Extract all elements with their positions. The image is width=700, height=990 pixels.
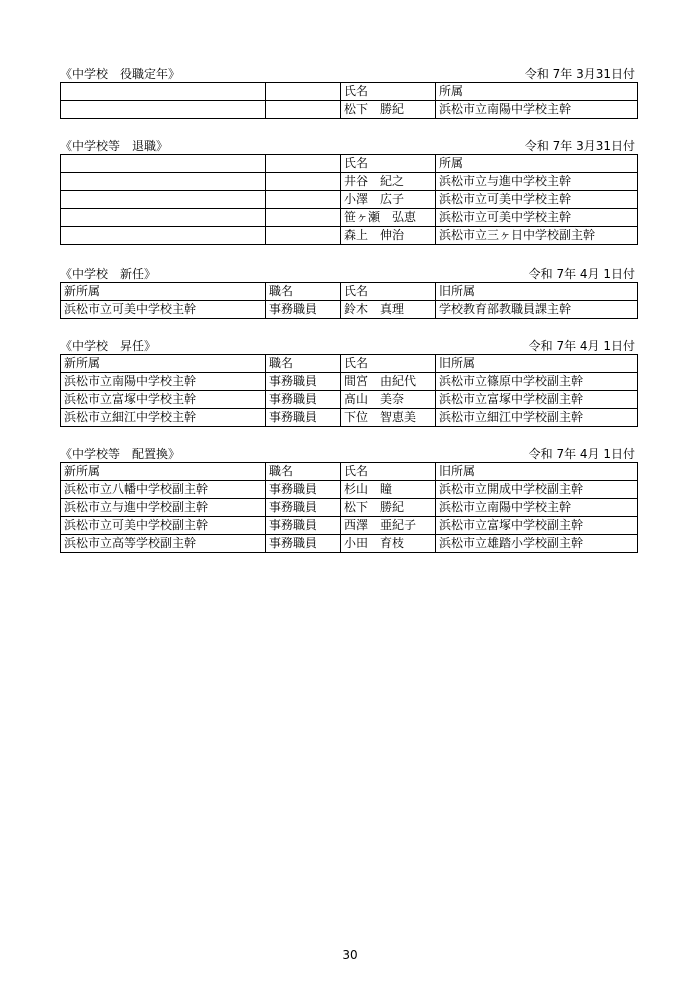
table-cell: 浜松市立南陽中学校主幹 xyxy=(436,499,638,517)
section-title: 《中学校等 退職》 xyxy=(60,139,169,153)
table-row xyxy=(61,373,638,391)
section-date: 令和 7年 4月 1日付 xyxy=(528,447,635,461)
table-cell: 杉山 瞳 xyxy=(341,481,436,499)
table-cell: 職名 xyxy=(266,355,341,373)
table-cell: 浜松市立南陽中学校主幹 xyxy=(61,373,266,391)
section-date: 令和 7年 3月31日付 xyxy=(524,139,635,153)
table-cell: 浜松市立篠原中学校副主幹 xyxy=(436,373,638,391)
table-cell: 小田 育枝 xyxy=(341,535,436,553)
table-cell: 浜松市立細江中学校副主幹 xyxy=(436,409,638,427)
table-cell: 浜松市立可美中学校主幹 xyxy=(61,301,266,319)
table-cell: 学校教育部教職員課主幹 xyxy=(436,301,638,319)
table-cell: 浜松市立八幡中学校副主幹 xyxy=(61,481,266,499)
table-cell: 氏名 xyxy=(341,283,436,301)
table-cell: 浜松市立可美中学校副主幹 xyxy=(61,517,266,535)
table-cell: 事務職員 xyxy=(266,301,341,319)
table-cell xyxy=(61,227,266,245)
section-date: 令和 7年 4月 1日付 xyxy=(528,267,635,281)
roster-table xyxy=(60,354,638,427)
table-cell xyxy=(61,101,266,119)
section-reassignment xyxy=(60,446,637,553)
table-header-row xyxy=(61,83,638,101)
table-cell xyxy=(61,173,266,191)
table-cell: 旧所属 xyxy=(436,283,638,301)
table-cell xyxy=(61,191,266,209)
table-cell: 事務職員 xyxy=(266,535,341,553)
table-cell: 氏名 xyxy=(341,83,436,101)
table-cell: 職名 xyxy=(266,283,341,301)
section-title: 《中学校等 配置換》 xyxy=(60,447,181,461)
table-cell: 小澤 広子 xyxy=(341,191,436,209)
table-header-row xyxy=(61,155,638,173)
page-number: 30 xyxy=(342,948,358,962)
table-row xyxy=(61,227,638,245)
section-header xyxy=(60,66,637,82)
table-cell: 氏名 xyxy=(341,155,436,173)
table-cell: 松下 勝紀 xyxy=(341,101,436,119)
table-header-row xyxy=(61,283,638,301)
table-row xyxy=(61,409,638,427)
table-cell: 新所属 xyxy=(61,355,266,373)
section-header xyxy=(60,138,637,154)
table-cell: 下位 智恵美 xyxy=(341,409,436,427)
section-title: 《中学校 役職定年》 xyxy=(60,67,181,81)
table-header-row xyxy=(61,355,638,373)
table-cell xyxy=(266,227,341,245)
section-date: 令和 7年 3月31日付 xyxy=(524,67,635,81)
table-cell: 事務職員 xyxy=(266,409,341,427)
table-cell: 旧所属 xyxy=(436,463,638,481)
table-cell: 井谷 紀之 xyxy=(341,173,436,191)
table-cell: 笹ヶ瀬 弘恵 xyxy=(341,209,436,227)
table-cell: 浜松市立富塚中学校主幹 xyxy=(61,391,266,409)
table-row xyxy=(61,391,638,409)
roster-table xyxy=(60,462,638,553)
table-cell xyxy=(266,209,341,227)
table-cell: 新所属 xyxy=(61,463,266,481)
table-cell: 浜松市立富塚中学校副主幹 xyxy=(436,391,638,409)
table-cell: 事務職員 xyxy=(266,391,341,409)
table-cell: 浜松市立可美中学校主幹 xyxy=(436,209,638,227)
section-promotion xyxy=(60,338,637,427)
roster-table xyxy=(60,82,638,119)
table-cell: 浜松市立与進中学校副主幹 xyxy=(61,499,266,517)
table-cell: 新所属 xyxy=(61,283,266,301)
table-row xyxy=(61,535,638,553)
table-row xyxy=(61,301,638,319)
section-header xyxy=(60,266,637,282)
table-cell xyxy=(266,191,341,209)
table-cell: 所属 xyxy=(436,155,638,173)
table-cell: 浜松市立南陽中学校主幹 xyxy=(436,101,638,119)
table-cell: 間宮 由紀代 xyxy=(341,373,436,391)
table-row xyxy=(61,173,638,191)
table-cell xyxy=(266,83,341,101)
table-cell: 氏名 xyxy=(341,355,436,373)
table-cell: 浜松市立与進中学校主幹 xyxy=(436,173,638,191)
table-cell: 浜松市立可美中学校主幹 xyxy=(436,191,638,209)
table-cell: 浜松市立富塚中学校副主幹 xyxy=(436,517,638,535)
table-row xyxy=(61,191,638,209)
section-date: 令和 7年 4月 1日付 xyxy=(528,339,635,353)
table-cell: 職名 xyxy=(266,463,341,481)
table-cell: 浜松市立高等学校副主幹 xyxy=(61,535,266,553)
table-header-row xyxy=(61,463,638,481)
table-row xyxy=(61,481,638,499)
table-cell: 浜松市立雄踏小学校副主幹 xyxy=(436,535,638,553)
table-cell: 旧所属 xyxy=(436,355,638,373)
table-row xyxy=(61,101,638,119)
table-cell: 氏名 xyxy=(341,463,436,481)
roster-table xyxy=(60,154,638,245)
section-title: 《中学校 新任》 xyxy=(60,267,157,281)
section-retirement-age-post xyxy=(60,66,637,119)
table-cell: 事務職員 xyxy=(266,499,341,517)
table-cell: 事務職員 xyxy=(266,373,341,391)
table-cell: 事務職員 xyxy=(266,517,341,535)
table-cell xyxy=(266,155,341,173)
table-cell xyxy=(61,155,266,173)
table-cell: 浜松市立三ヶ日中学校副主幹 xyxy=(436,227,638,245)
table-cell xyxy=(61,209,266,227)
table-cell: 鈴木 真理 xyxy=(341,301,436,319)
table-row xyxy=(61,209,638,227)
section-retirement xyxy=(60,138,637,245)
roster-table xyxy=(60,282,638,319)
table-cell xyxy=(266,173,341,191)
section-new-appointment xyxy=(60,266,637,319)
table-cell: 髙山 美奈 xyxy=(341,391,436,409)
table-cell: 西澤 亜紀子 xyxy=(341,517,436,535)
section-title: 《中学校 昇任》 xyxy=(60,339,157,353)
table-cell: 松下 勝紀 xyxy=(341,499,436,517)
table-row xyxy=(61,499,638,517)
table-cell: 森上 伸治 xyxy=(341,227,436,245)
table-cell: 所属 xyxy=(436,83,638,101)
table-row xyxy=(61,517,638,535)
table-cell xyxy=(266,101,341,119)
table-cell: 浜松市立細江中学校主幹 xyxy=(61,409,266,427)
section-header xyxy=(60,446,637,462)
table-cell: 浜松市立開成中学校副主幹 xyxy=(436,481,638,499)
table-cell: 事務職員 xyxy=(266,481,341,499)
table-cell xyxy=(61,83,266,101)
section-header xyxy=(60,338,637,354)
